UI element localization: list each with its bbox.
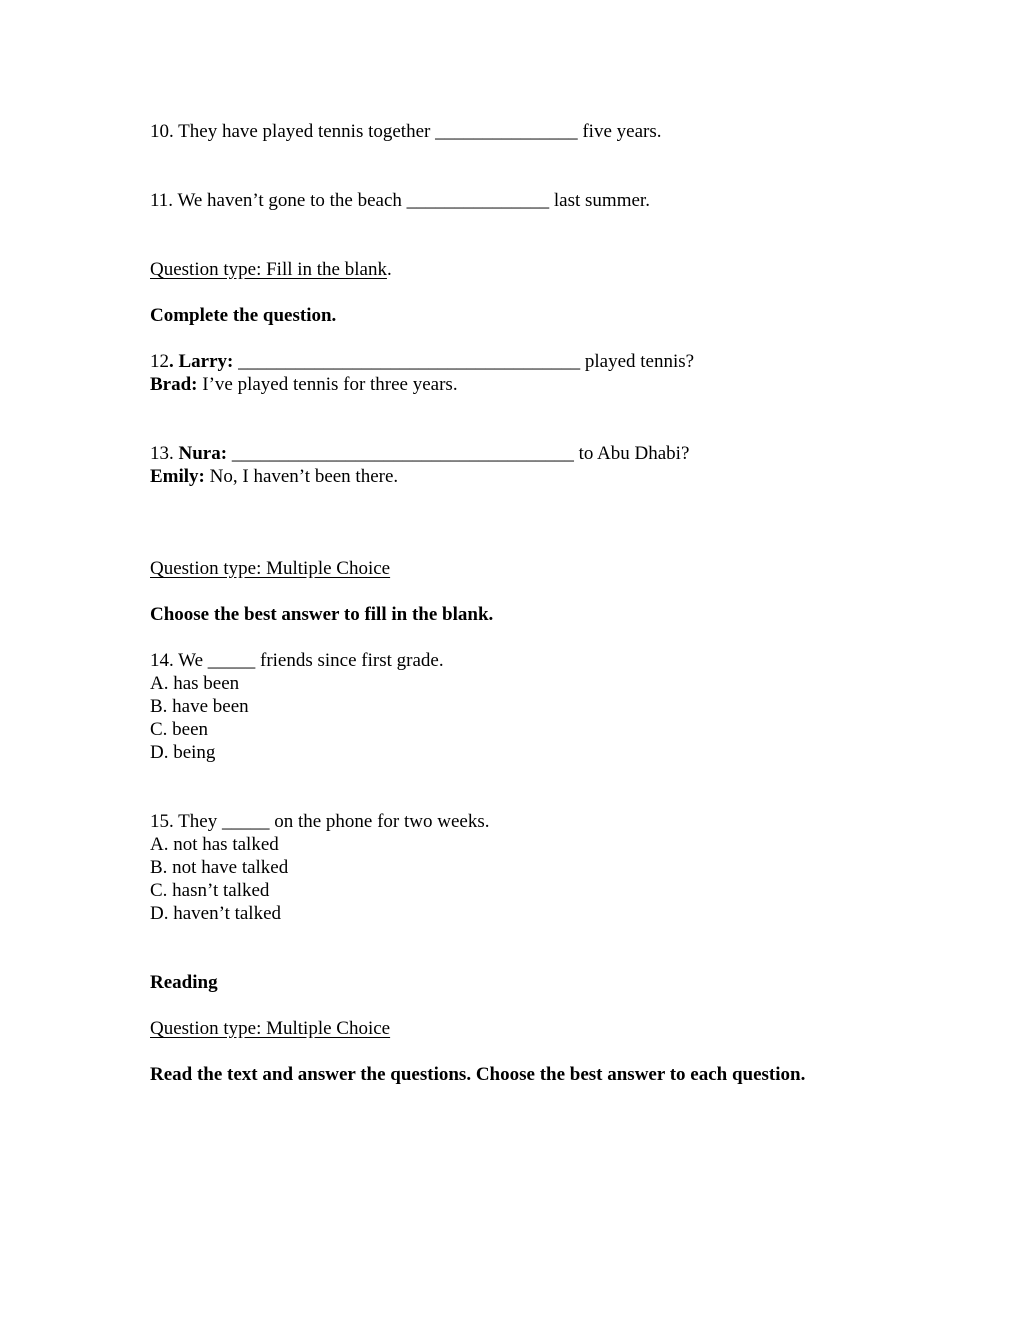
question-number: 12: [150, 351, 169, 372]
question-14-option-c: C. been: [150, 719, 209, 740]
answer-text: I’ve played tennis for three years.: [197, 374, 458, 395]
question-14-option-b: B. have been: [150, 696, 249, 717]
question-number: 13.: [150, 443, 179, 464]
question-12-line-2: [150, 373, 458, 396]
question-14-option-d: D. being: [150, 742, 216, 763]
instruction-text: Choose the best answer to fill in the blank.: [150, 604, 494, 625]
speaker-emily: Emily:: [150, 466, 205, 487]
question-12-line-1: [150, 350, 694, 373]
question-type-label: Question type: Multiple Choice: [150, 1018, 391, 1039]
reading-question-type: [150, 1017, 390, 1040]
instruction-complete: [150, 304, 336, 327]
question-14-option-a: A. has been: [150, 673, 240, 694]
reading-heading: [150, 971, 218, 994]
question-type-multiple-choice: [150, 557, 390, 580]
question-type-suffix: .: [386, 259, 392, 280]
question-text: ____________________________________ played tennis?: [233, 351, 695, 372]
question-15-option-a: A. not has talked: [150, 834, 279, 855]
question-text: ____________________________________ to Abu Dhabi?: [227, 443, 690, 464]
question-15-option-d: D. haven’t talked: [150, 903, 282, 924]
question-11: 11. We haven’t gone to the beach _______________ last summer.: [150, 190, 650, 211]
question-10: 10. They have played tennis together _______________ five years.: [150, 121, 662, 142]
heading-text: Reading: [150, 972, 218, 993]
question-13-line-1: [150, 442, 689, 465]
instruction-choose: [150, 603, 493, 626]
question-type-fill-blank: [150, 258, 392, 281]
speaker-brad: Brad:: [150, 374, 198, 395]
question-15-option-c: C. hasn’t talked: [150, 880, 270, 901]
question-15-option-b: B. not have talked: [150, 857, 289, 878]
question-type-label: Question type: Multiple Choice: [150, 558, 391, 579]
question-15-stem: 15. They _____ on the phone for two weeks.: [150, 811, 490, 832]
speaker-larry: . Larry:: [169, 351, 234, 372]
instruction-text: Read the text and answer the questions. Choose the best answer to each question.: [150, 1064, 806, 1085]
instruction-text: Complete the question.: [150, 305, 337, 326]
reading-instruction: [150, 1063, 805, 1086]
answer-text: No, I haven’t been there.: [204, 466, 399, 487]
question-type-label: Question type: Fill in the blank: [150, 259, 387, 280]
speaker-nura: Nura:: [178, 443, 228, 464]
question-14-stem: 14. We _____ friends since first grade.: [150, 650, 444, 671]
question-13-line-2: [150, 465, 398, 488]
